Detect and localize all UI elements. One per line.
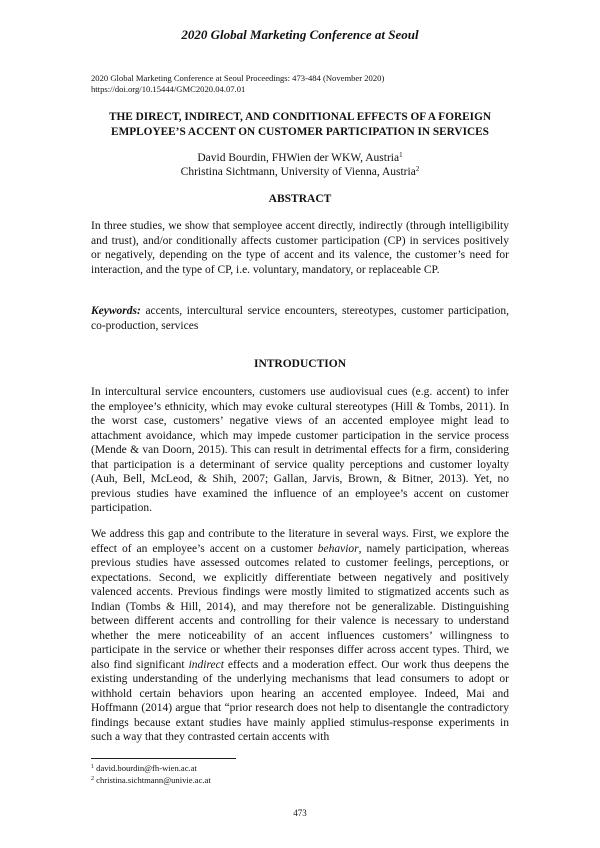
- title-line-2: EMPLOYEE’S ACCENT ON CUSTOMER PARTICIPATION IN SERVICES: [111, 125, 489, 138]
- footnote-1-email-link[interactable]: david.bourdin@fh-wien.ac.at: [96, 763, 197, 773]
- author-list: [60, 151, 540, 179]
- footnote-2: [91, 775, 211, 787]
- keywords-block: [91, 304, 509, 333]
- para2-emphasis-indirect: indirect: [188, 658, 224, 671]
- citation-block: [91, 73, 521, 95]
- author-1-affiliation: David Bourdin, FHWien der WKW, Austria: [197, 152, 400, 164]
- running-header: 2020 Global Marketing Conference at Seoul: [181, 27, 419, 42]
- author-1: [60, 151, 540, 165]
- para2-text-c: effects and a moderation effect. Our work thus deepens the existing understanding of the underlying mechanisms that lead consumers to adopt or withhold certain behaviors upon hearing an accented employee. Indeed, Mai and Hoffmann (2014) argue that “prior research does not help to disentangle the contradictory findings because extant studies have mainly applied stimulus-response experiments in such a way that they contrasted certain accents with: [91, 658, 509, 743]
- footnote-divider: [91, 758, 236, 759]
- footnote-1: [91, 763, 211, 775]
- doi-line: https://doi.org/10.15444/GMC2020.04.07.01: [91, 84, 246, 94]
- author-1-footnote-mark: 1: [399, 151, 403, 159]
- footnote-2-mark: 2: [91, 775, 94, 782]
- keywords-text: accents, intercultural service encounters, stereotypes, customer participation, co-production, services: [91, 305, 509, 332]
- introduction-paragraph-1: In intercultural service encounters, customers use audiovisual cues (e.g. accent) to infer the employee’s ethnicity, which may evoke cultural stereotypes (Hill & Tombs, 2011). In the worst case, customers’ negative views of an accented employee might lead to attachment avoidance, which may impede customer participation in the service process (Mende & van Doorn, 2015). This can result in detrimental effects for a firm, considering that participation is a determinant of service quality perceptions and customer loyalty (Auh, Bell, McLeod, & Shih, 2007; Gallan, Jarvis, Brown, & Bitner, 2013). Yet, no previous studies have examined the influence of an employee’s accent on customer participation.: [91, 386, 509, 514]
- abstract-heading: ABSTRACT: [268, 193, 332, 205]
- page-number: 473: [293, 808, 307, 818]
- footnote-1-mark: 1: [91, 764, 94, 770]
- paper-title: [80, 110, 520, 139]
- author-2-affiliation: Christina Sichtmann, University of Vienna, Austria: [180, 166, 416, 178]
- author-2-footnote-mark: 2: [415, 165, 420, 173]
- introduction-heading: INTRODUCTION: [253, 358, 346, 370]
- abstract-text: In three studies, we show that semployee accent directly, indirectly (through intelligibility and trust), and/or conditionally affects customer participation (CP) in services positively or negatively, depending on the type of accent and its valence, the customer’s need for interaction, and the type of CP, i.e. voluntary, mandatory, or replaceable CP.: [91, 220, 509, 276]
- para2-text-b: , namely participation, whereas previous studies have assessed outcomes related to customer feelings, perceptions, or expectations. Second, we explicitly differentiate between negatively and positively valenced accents. Previous findings were mostly limited to stigmatized accents such as Indian (Tombs & Hill, 2014), and may therefore not be generalizable. Distinguishing between different accents and controlling for their valence is necessary to understand whether the mere noticeability of an accent influences customers’ willingness to participate in the service or whether their responses differ across accent types. Third, we also find significant: [91, 542, 509, 671]
- footnote-2-email-link[interactable]: christina.sichtmann@univie.ac.at: [96, 774, 211, 785]
- proceedings-line: 2020 Global Marketing Conference at Seoul Proceedings: 473-484 (November 2020): [91, 73, 385, 83]
- keywords-label: Keywords:: [91, 305, 141, 317]
- author-2: [60, 165, 540, 179]
- para2-text-a: We address this gap and contribute to the literature in several ways. First, we explore the effect of an employee’s accent on a customer: [91, 528, 509, 555]
- introduction-paragraph-2: [91, 527, 509, 745]
- footnotes: [91, 763, 211, 786]
- para2-emphasis-behavior: behavior: [317, 542, 359, 555]
- title-line-1: THE DIRECT, INDIRECT, AND CONDITIONAL EFFECTS OF A FOREIGN: [108, 111, 492, 123]
